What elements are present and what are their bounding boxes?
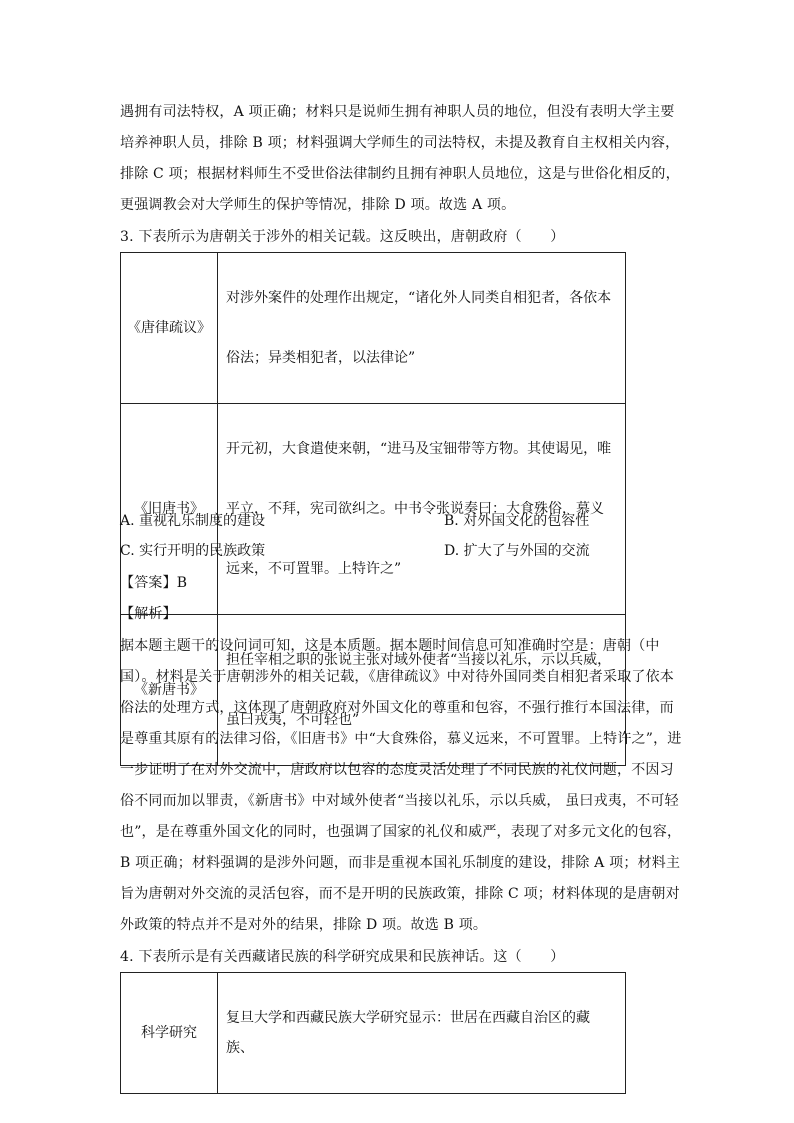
record-line: 复旦大学和西藏民族大学研究显示：世居在西藏自治区的藏族、 bbox=[226, 1010, 590, 1056]
record-line: 担任宰相之职的张说主张对域外使者“当接以礼乐，示以兵威， bbox=[226, 652, 612, 668]
table-row bbox=[121, 253, 626, 404]
analysis-line-6: 俗不同而加以罪责，《新唐书》中对域外使者“当接以礼乐，示以兵威， 虽曰戎夷，不可轻 bbox=[120, 793, 679, 809]
question-4-table bbox=[120, 972, 626, 1094]
source-cell: 《唐律疏议》 bbox=[121, 253, 218, 404]
analysis-heading: 【解析】 bbox=[120, 606, 177, 622]
record-line: 俗法；异类相犯者，以法律论” bbox=[226, 350, 416, 366]
source-cell: 《旧唐书》 bbox=[121, 404, 218, 615]
question-3-stem: 3. 下表所示为唐朝关于涉外的相关记载。这反映出，唐朝政府（ ） bbox=[120, 229, 565, 245]
record-line: 远来，不可置罪。上特许之” bbox=[226, 561, 402, 577]
record-line: 虽曰戎夷，不可轻也” bbox=[226, 712, 360, 728]
analysis-line-1: 据本题主题干的设问词可知，这是本质题。据本题时间信息可知准确时空是：唐朝（中 bbox=[120, 638, 660, 654]
analysis-line-9: 旨为唐朝对外交流的灵活包容，而不是开明的民族政策，排除 C 项；材料体现的是唐朝对 bbox=[120, 886, 680, 902]
analysis-line-3: 俗法的处理方式，这体现了唐朝政府对外国文化的尊重和包容，不强行推行本国法律，而 bbox=[120, 700, 674, 716]
analysis-line-7: 也”，是在尊重外国文化的同时，也强调了国家的礼仪和威严，表现了对多元文化的包容， bbox=[120, 824, 682, 840]
option-b: B. 对外国文化的包容性 bbox=[444, 513, 590, 529]
analysis-line-4: 是尊重其原有的法律习俗，《旧唐书》中“大食殊俗，慕义远来，不可置罪。上特许之”，进 bbox=[120, 731, 682, 747]
analysis-line-8: B 项正确；材料强调的是涉外问题，而非是重视本国礼乐制度的建设，排除 A 项；材料主 bbox=[120, 855, 681, 871]
source-cell: 科学研究 bbox=[121, 973, 218, 1094]
record-cell bbox=[218, 253, 626, 404]
option-d: D. 扩大了与外国的交流 bbox=[444, 543, 590, 559]
record-cell bbox=[218, 973, 626, 1094]
table-row bbox=[121, 973, 626, 1094]
intro-line-4: 更强调教会对大学师生的保护等情况，排除 D 项。故选 A 项。 bbox=[120, 197, 516, 213]
intro-line-3: 排除 C 项；根据材料师生不受世俗法律制约且拥有神职人员地位，这是与世俗化相反的， bbox=[120, 166, 680, 182]
analysis-line-10: 外政策的特点并不是对外的结果，排除 D 项。故选 B 项。 bbox=[120, 917, 488, 933]
intro-line-2: 培养神职人员，排除 B 项；材料强调大学师生的司法特权，未提及教育自主权相关内容， bbox=[120, 135, 680, 151]
source-cell: 《新唐书》 bbox=[121, 615, 218, 766]
answer-label: 【答案】B bbox=[120, 575, 188, 591]
analysis-line-2: 国）。材料是关于唐朝涉外的相关记载，《唐律疏议》中对待外国同类自相犯者采取了依本 bbox=[120, 669, 674, 685]
record-line: 开元初，大食遣使来朝，“进马及宝钿带等方物。其使谒见，唯 bbox=[226, 441, 612, 457]
option-c: C. 实行开明的民族政策 bbox=[120, 543, 266, 559]
question-3-table bbox=[120, 252, 626, 766]
option-a: A. 重视礼乐制度的建设 bbox=[120, 513, 266, 529]
record-line: 对涉外案件的处理作出规定，“诸化外人同类自相犯者，各依本 bbox=[226, 290, 612, 306]
record-line: 平立，不拜，宪司欲纠之。中书令张说奏曰：大食殊俗，慕义 bbox=[226, 501, 604, 517]
question-4-stem: 4. 下表所示是有关西藏诸民族的科学研究成果和民族神话。这（ ） bbox=[120, 949, 565, 965]
analysis-line-5: 一步证明了在对外交流中，唐政府以包容的态度灵活处理了不同民族的礼仪问题，不因习 bbox=[120, 762, 674, 778]
intro-line-1: 遇拥有司法特权，A 项正确；材料只是说师生拥有神职人员的地位，但没有表明大学主要 bbox=[120, 104, 675, 120]
